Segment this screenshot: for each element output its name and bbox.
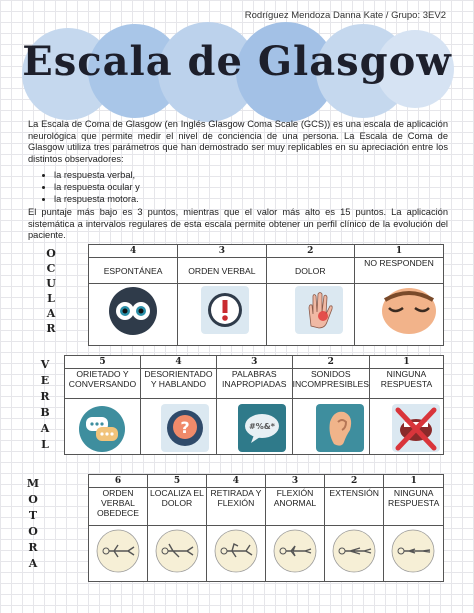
label-cell: ESPONTÁNEA	[89, 258, 178, 284]
label-cell: ORDEN VERBAL OBEDECE	[89, 488, 148, 526]
body-posture-icon	[389, 528, 437, 579]
section-letter: R	[28, 541, 38, 554]
label-cell: LOCALIZA EL DOLOR	[147, 488, 206, 526]
score-cell: 3	[216, 356, 292, 369]
verbal-vertical-label	[38, 357, 52, 453]
symbols-bubble-icon	[238, 404, 286, 457]
section-letter: O	[46, 247, 56, 260]
author-header: Rodríguez Mendoza Danna Kate / Grupo: 3EV2	[244, 10, 446, 21]
label-cell: EXTENSIÓN	[324, 488, 383, 526]
body-posture-icon	[271, 528, 319, 579]
label-cell: NINGUNA RESPUESTA	[384, 488, 444, 526]
section-letter: O	[28, 525, 38, 538]
page-title: Escala de Glasgow	[22, 38, 452, 85]
body-posture-icon	[94, 528, 142, 579]
body-posture-icon	[212, 528, 260, 579]
section-letter: V	[40, 358, 50, 371]
score-cell: 1	[354, 245, 443, 258]
pain-hand-icon	[295, 286, 343, 339]
section-letter: E	[40, 374, 50, 387]
section-letter: C	[46, 262, 56, 275]
body-posture-icon	[153, 528, 201, 579]
score-cell: 1	[369, 356, 443, 369]
chat-bubbles-icon	[78, 405, 126, 458]
intro-paragraph: La Escala de Coma de Glasgow (en Inglés Glasgow Coma Scale (GCS)) es una escala de aplicación neurológica que permite medir el nivel de conciencia de una persona. La Escala de Coma de Glasgow utiliza tres parámetros que han demostrado ser muy replicables en su apreciación entre los distintos observadores:	[28, 119, 448, 164]
label-cell: NINGUNA RESPUESTA	[369, 369, 443, 399]
ear-icon	[316, 404, 364, 457]
score-cell: 2	[266, 245, 354, 258]
label-cell: PALABRAS INAPROPIADAS	[216, 369, 292, 399]
body-posture-icon	[330, 528, 378, 579]
ocular-vertical-label	[44, 246, 58, 336]
section-letter: O	[28, 493, 38, 506]
score-cell: 3	[178, 245, 266, 258]
motora-vertical-label	[26, 476, 40, 572]
score-cell: 4	[89, 245, 178, 258]
score-cell: 2	[292, 356, 369, 369]
list-item: • la respuesta verbal,	[54, 169, 140, 181]
score-cell: 6	[89, 475, 148, 488]
score-cell: 4	[206, 475, 265, 488]
label-cell: FLEXIÓN ANORMAL	[265, 488, 324, 526]
section-letter: A	[28, 557, 38, 570]
section-letter: A	[40, 422, 50, 435]
outro-paragraph: El puntaje más bajo es 3 puntos, mientras que el valor más alto es 15 puntos. La aplicación sistemática a intervalos regulares de esta escala permite obtener un perfil clínico de la evolución del paciente.	[28, 207, 448, 241]
label-cell: DESORIENTADO Y HABLANDO	[140, 369, 216, 399]
symbols-text: #%&*	[249, 422, 275, 431]
exclamation-icon	[201, 286, 249, 339]
label-cell: SONIDOS INCOMPRESIBLES	[292, 369, 369, 399]
label-cell: NO RESPONDEN	[354, 258, 443, 284]
section-letter: M	[26, 477, 40, 490]
section-letter: U	[46, 277, 56, 290]
label-cell: ORIETADO Y CONVERSANDO	[65, 369, 141, 399]
score-cell: 4	[140, 356, 216, 369]
svg-text:?: ?	[180, 418, 190, 437]
label-cell: ORDEN VERBAL	[178, 258, 266, 284]
score-cell: 5	[147, 475, 206, 488]
score-cell: 2	[324, 475, 383, 488]
label-cell: DOLOR	[266, 258, 354, 284]
crossed-mouth-icon	[392, 404, 440, 457]
label-cell: RETIRADA Y FLEXIÓN	[206, 488, 265, 526]
section-letter: L	[41, 438, 49, 451]
section-letter: R	[46, 322, 56, 335]
closed-eyes-icon	[381, 286, 437, 341]
section-letter: L	[47, 292, 55, 305]
section-letter: R	[40, 390, 50, 403]
score-cell: 1	[384, 475, 444, 488]
score-cell: 3	[265, 475, 324, 488]
bullet-list	[40, 169, 140, 205]
question-bubble-icon	[161, 404, 209, 457]
section-letter: T	[28, 509, 38, 522]
section-letter: A	[46, 307, 56, 320]
section-letter: B	[40, 406, 50, 419]
open-eyes-icon	[108, 286, 158, 341]
list-item: • la respuesta motora.	[54, 193, 140, 205]
score-cell: 5	[65, 356, 141, 369]
list-item: • la respuesta ocular y	[54, 181, 140, 193]
